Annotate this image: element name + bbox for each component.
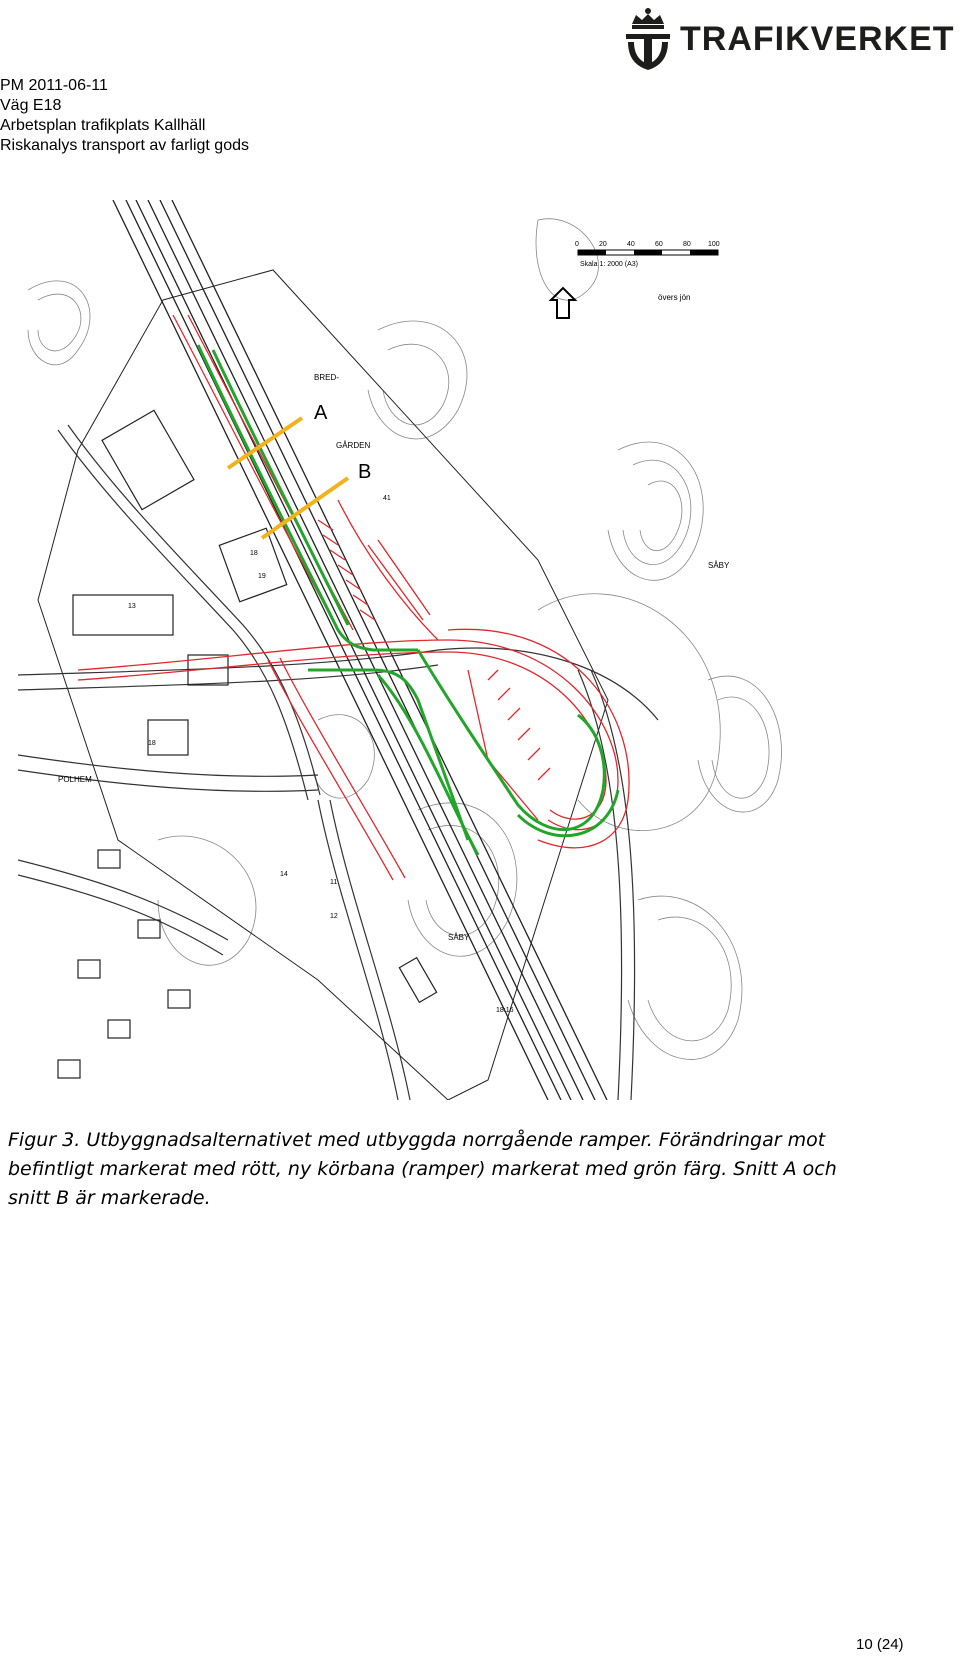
trafikverket-logo (618, 6, 955, 72)
page-number: 10 (24) (856, 1636, 904, 1653)
logo-text: TRAFIKVERKET (680, 20, 955, 58)
plot-number: 18 (148, 740, 156, 747)
plot-number: 12 (330, 913, 338, 920)
section-label-b: B (358, 461, 372, 483)
plot-number: 14 (280, 871, 288, 878)
plot-number: 41 (383, 495, 391, 502)
place-label: SÅBY (708, 561, 730, 570)
scale-text: Skala 1: 2000 (A3) (580, 261, 638, 268)
scale-tick: 80 (683, 241, 691, 248)
place-label: SÅBY (448, 933, 470, 942)
plot-number: 11 (330, 879, 338, 886)
plot-number: 13 (128, 603, 136, 610)
scale-tick: 100 (708, 241, 720, 248)
place-label: övers jön (658, 293, 691, 302)
scale-tick: 40 (627, 241, 635, 248)
header-plan: Arbetsplan trafikplats Kallhäll (0, 117, 206, 134)
header-subject: Riskanalys transport av farligt gods (0, 137, 249, 154)
section-label-a: A (314, 402, 328, 424)
plot-number: 18:16 (496, 1007, 514, 1014)
interchange-map (18, 200, 798, 1100)
place-label: BRED- (314, 373, 339, 382)
place-label: POLHEM (58, 775, 92, 784)
crown-shield-icon (618, 6, 678, 72)
scale-tick: 20 (599, 241, 607, 248)
plot-number: 19 (258, 573, 266, 580)
place-label: GÅRDEN (336, 441, 371, 450)
scale-tick: 60 (655, 241, 663, 248)
document-header (0, 76, 249, 156)
figure-caption: Figur 3. Utbyggnadsalternativet med utbyggda norrgående ramper. Förändringar mot befintligt markerat med rött, ny körbana (ramper) markerat med grön färg. Snitt A och snitt B är markerade. (8, 1129, 837, 1209)
header-road: Väg E18 (0, 97, 62, 114)
scale-tick: 0 (575, 241, 579, 248)
plot-number: 18 (250, 550, 258, 557)
header-date: PM 2011-06-11 (0, 77, 108, 94)
